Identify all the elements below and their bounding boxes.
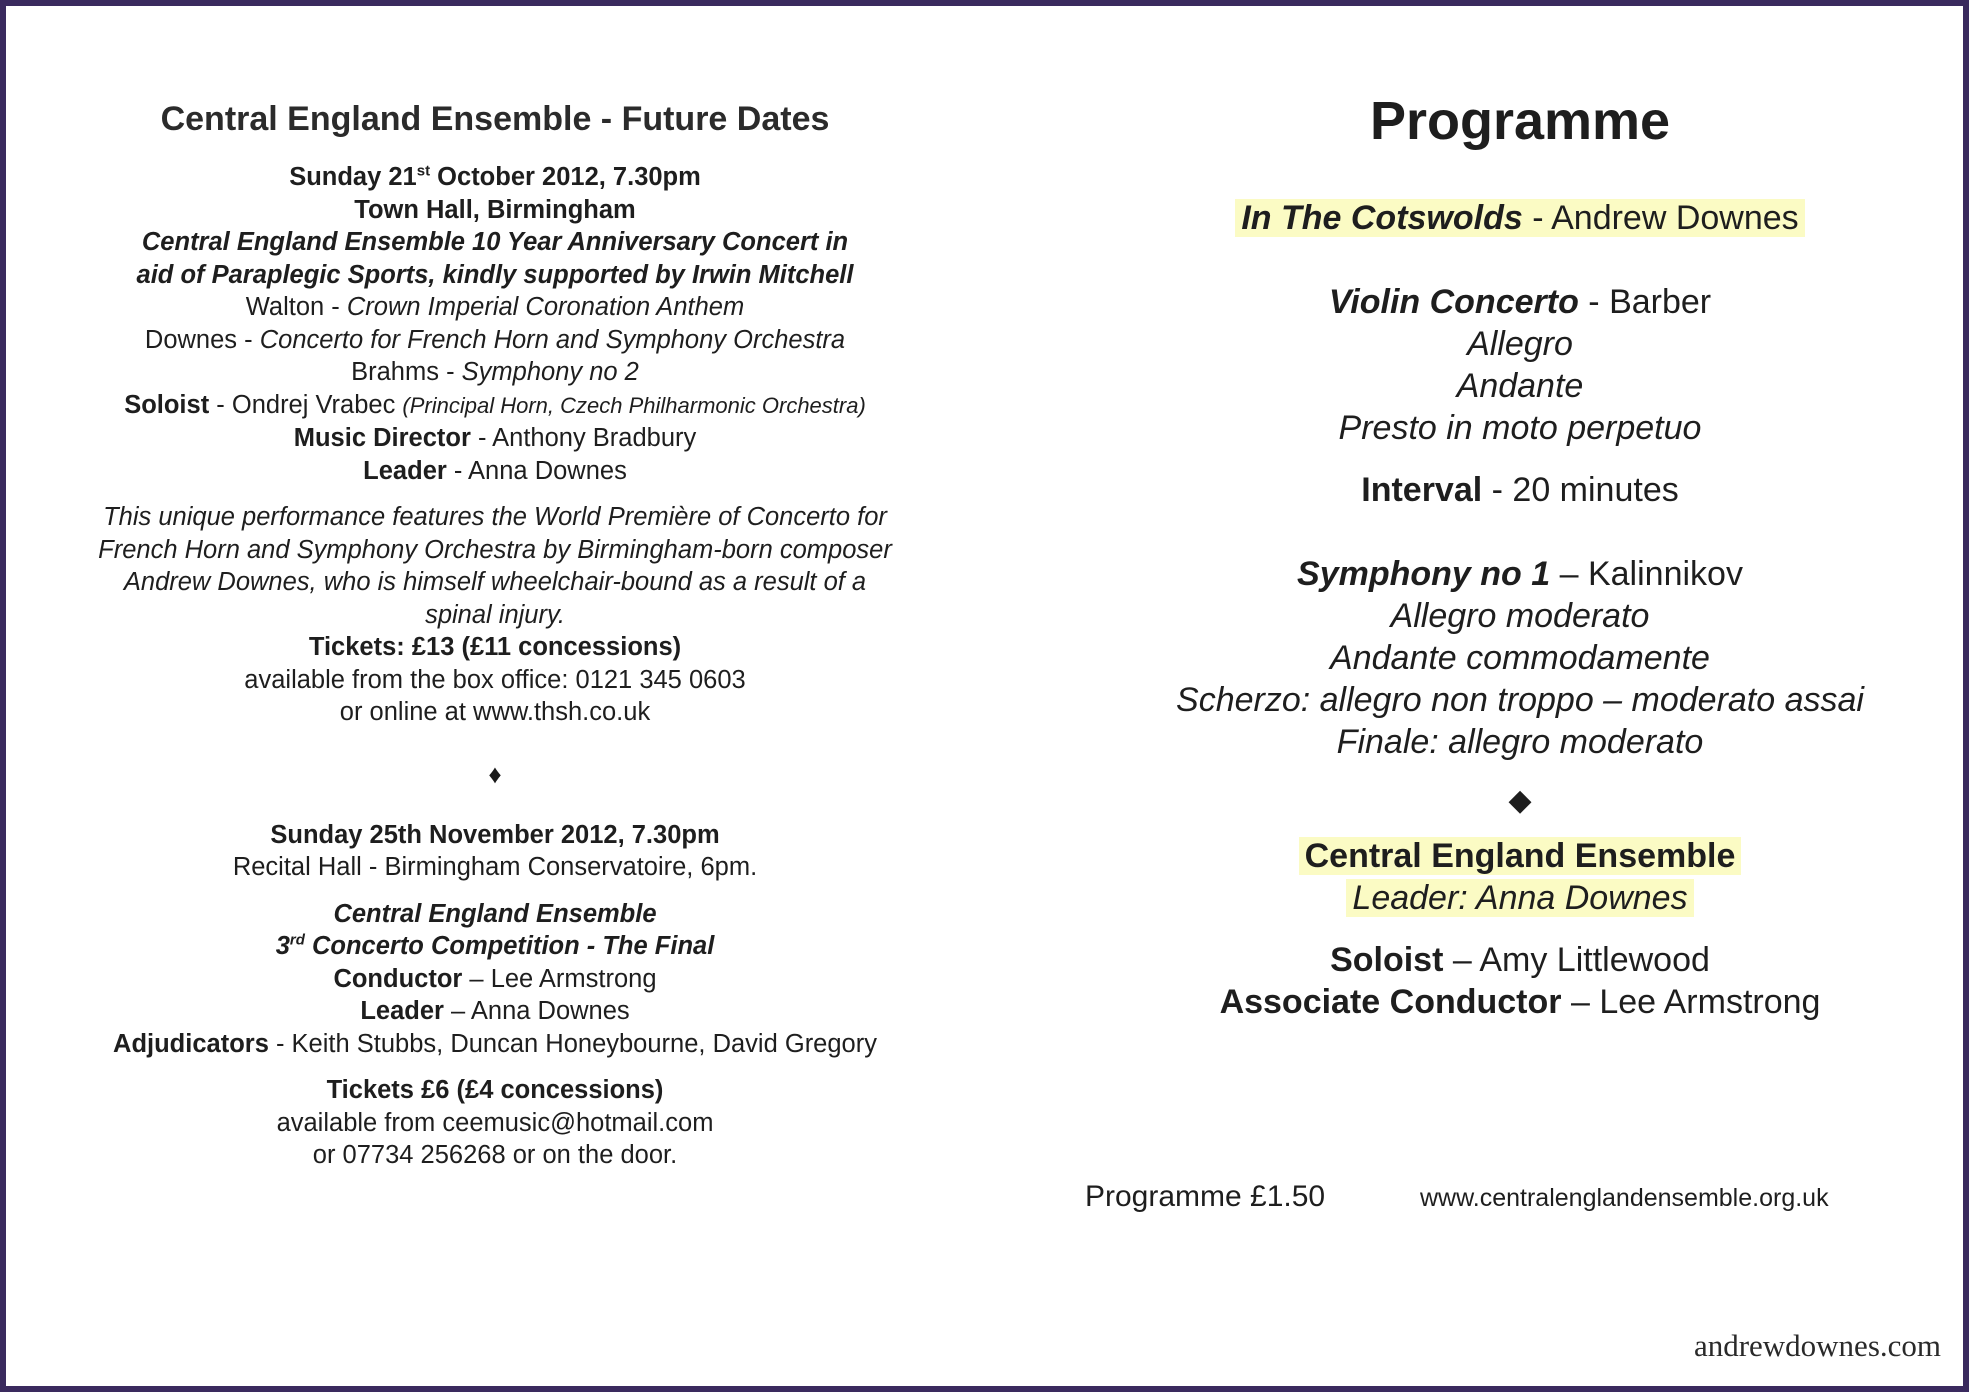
concerto-line: Violin Concerto - Barber — [1328, 283, 1712, 321]
interval-line: Interval - 20 minutes — [1361, 471, 1679, 509]
event-2-conductor: Conductor – Lee Armstrong — [333, 964, 657, 993]
concerto-movement-2: Andante — [1456, 367, 1584, 405]
programme-price: Programme £1.50 — [1085, 1180, 1326, 1213]
concerto-movement-3: Presto in moto perpetuo — [1338, 409, 1702, 447]
symphony-line: Symphony no 1 – Kalinnikov — [1297, 555, 1743, 593]
ensemble-leader: Leader: Anna Downes — [1080, 877, 1960, 919]
symphony-movement-2: Andante commodamente — [1330, 639, 1710, 677]
future-dates-column — [40, 100, 950, 1172]
symphony-movement-4: Finale: allegro moderato — [1336, 723, 1704, 761]
event-2 — [40, 819, 950, 1172]
event-1-blurb-4: spinal injury. — [425, 600, 565, 629]
event-1-blurb-3: Andrew Downes, who is himself wheelchair-bound as a result of a — [123, 568, 867, 596]
event-1-soloist: Soloist - Ondrej Vrabec (Principal Horn, Czech Philharmonic Orchestra) — [124, 390, 866, 419]
event-2-venue: Recital Hall - Birmingham Conservatoire, 6pm. — [232, 853, 758, 881]
event-1-director: Music Director - Anthony Bradbury — [293, 424, 697, 452]
soloist-line: Soloist – Amy Littlewood — [1330, 941, 1710, 979]
event-2-adjudicators: Adjudicators - Keith Stubbs, Duncan Honeybourne, David Gregory — [113, 1029, 877, 1058]
event-1-work-3: Brahms - Symphony no 2 — [351, 358, 639, 386]
programme-title: Programme — [1369, 91, 1671, 151]
event-1-tickets: Tickets: £13 (£11 concessions) — [308, 633, 682, 661]
event-1-availability-2: or online at www.thsh.co.uk — [339, 698, 651, 726]
symphony-movement-3: Scherzo: allegro non troppo – moderato assai — [1176, 681, 1864, 719]
event-2-tickets: Tickets £6 (£4 concessions) — [326, 1076, 664, 1104]
event-1-work-2: Downes - Concerto for French Horn and Symphony Orchestra — [144, 325, 846, 354]
event-2-availability-2: or 07734 256268 or on the door. — [312, 1141, 678, 1169]
opener-line: In The Cotswolds - Andrew Downes — [1080, 197, 1960, 239]
event-1-date: Sunday 21st October 2012, 7.30pm — [289, 162, 701, 191]
event-2-leader: Leader – Anna Downes — [360, 997, 630, 1025]
event-2-availability-1: available from ceemusic@hotmail.com — [276, 1108, 714, 1137]
programme-column — [1080, 90, 1960, 1023]
event-2-title-2: 3rd Concerto Competition - The Final — [275, 931, 715, 960]
event-1-leader: Leader - Anna Downes — [363, 456, 627, 485]
concerto-movement-1: Allegro — [1467, 325, 1573, 363]
diamond-divider-left: ♦ — [488, 758, 502, 789]
diamond-divider-right: ◆ — [1508, 784, 1532, 817]
symphony-movement-1: Allegro moderato — [1390, 597, 1650, 635]
event-1-venue: Town Hall, Birmingham — [354, 195, 636, 224]
event-1 — [40, 161, 950, 729]
ensemble-website[interactable]: www.centralenglandensemble.org.uk — [1420, 1184, 1829, 1212]
event-1-title-line-2: aid of Paraplegic Sports, kindly supported by Irwin Mitchell — [136, 260, 854, 289]
event-1-work-1: Walton - Crown Imperial Coronation Anthem — [245, 293, 745, 321]
event-2-title-1: Central England Ensemble — [333, 899, 657, 928]
event-1-blurb-1: This unique performance features the World Première of Concerto for — [103, 503, 887, 531]
event-2-date: Sunday 25th November 2012, 7.30pm — [270, 820, 720, 849]
event-1-blurb-2: French Horn and Symphony Orchestra by Birmingham-born composer — [98, 535, 892, 564]
watermark: andrewdownes.com — [1693, 1328, 1941, 1363]
event-1-title-line-1: Central England Ensemble 10 Year Anniversary Concert in — [141, 228, 849, 256]
ensemble-name: Central England Ensemble — [1080, 835, 1960, 877]
associate-conductor-line: Associate Conductor – Lee Armstrong — [1219, 983, 1821, 1021]
event-1-availability-1: available from the box office: 0121 345 0603 — [244, 665, 746, 694]
future-dates-heading: Central England Ensemble - Future Dates — [160, 100, 830, 138]
